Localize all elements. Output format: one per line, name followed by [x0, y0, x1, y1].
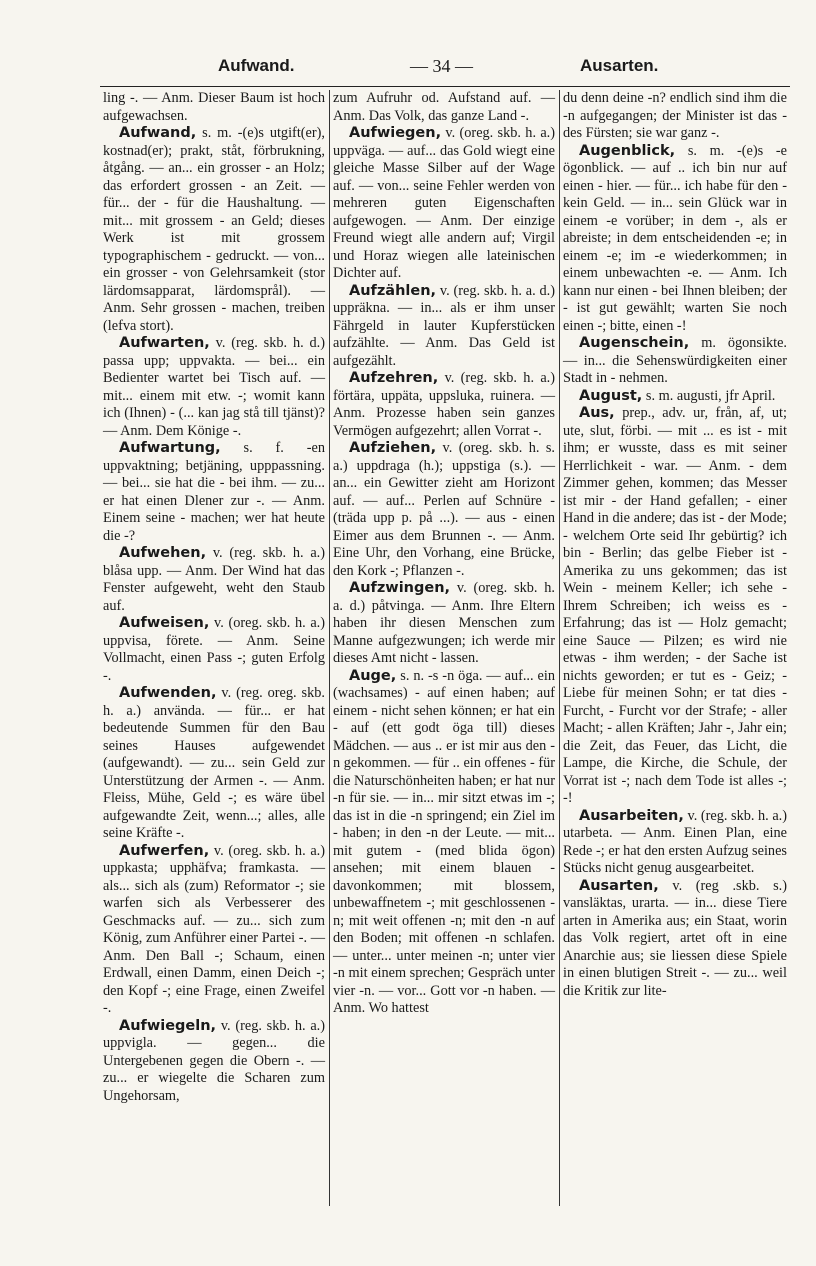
header-right-guideword: Ausarten.: [580, 56, 659, 75]
headword: Aufwiegeln,: [119, 1017, 217, 1034]
dictionary-entry: Ausarbeiten, v. (reg. skb. h. a.) utarbeta. — Anm. Einen Plan, eine Rede -; er hat den ersten Aufzug seines Stücks nicht genug ausgearbeitet.: [563, 807, 788, 876]
entry-continuation: ling -. — Anm. Dieser Baum ist hoch aufgewachsen.: [103, 90, 325, 124]
column-3: [563, 90, 787, 1206]
headword: Aufweisen,: [119, 615, 210, 631]
headword: Aufwartung,: [119, 440, 221, 456]
headword: Aufzählen,: [349, 282, 437, 299]
dictionary-entry: Ausarten, v. (reg .skb. s.) vansläktas, urarta. — in... diese Tiere arten in Amerika aus; ein Staat, worin das Volk regiert, artet oft in eine Anarchie aus; sie liessen diese Spiele in einen blutigen Streit -. — zu... weil die Kritik zur lite-: [563, 877, 787, 999]
headword: Ausarten,: [579, 877, 659, 894]
headword: Aufwenden,: [119, 685, 217, 701]
dictionary-entry: Aufwerfen, v. (oreg. skb. h. a.) uppkasta; upphäfva; framkasta. — als... sich als (zum) Reformator -; sie warfen sich als Verbesserer des Geschmacks auf. — zu... sich zum König, zum Anführer einer Partei -. — Anm. Den Ball -; Schaum, einen Erdwall, einen Damm, einen Deich -; den Kopf -; eine Frage, einen Zweifel -.: [103, 842, 325, 1016]
dictionary-entry: August, s. m. augusti, jfr April.: [579, 387, 776, 404]
dictionary-entry: Aufwiegeln, v. (reg. skb. h. a.) uppvigla. — gegen... die Untergebenen gegen die Obern -. — zu... er wiegelte die Scharen zum Ungehorsam,: [103, 1017, 325, 1104]
dictionary-entry: Aus, prep., adv. ur, från, af, ut; ute, slut, förbi. — mit ... es ist - mit ihm; er wusste, dass es mit seiner Herrlichkeit - war. — Anm. - dem Zimmer gehen, kommen; das Messer ist mir - der Hand gefallen; - einer Hand in die andere; das ist - der Mode; - welchem Orte seid Ihr gebürtig? ich bin - Berlin; das gelbe Fieber ist - Amerika zu uns gekommen; das ist Wein - meinem Keller; ich sehe - Ihrem Schreiben; ich weiss es - Erfahrung; das ist — Holz gemacht; eine Sauce — Pilzen; es wird nie etwas - ihm werden; - der Sache ist nichts geworden; er tut es - Geiz; - Liebe für meinen Sohn; er tat dies - Furcht, - Furcht vor der Strafe; - aller Macht; - allen Kräften; Jahr -, Jahr ein; die Zeit, das Feuer, das Licht, die Lampe, die Kirche, die Schule, der Vorrat ist -; nach dem Tode ist alles -; -!: [563, 405, 787, 806]
dictionary-entry: Auge, s. n. -s -n öga. — auf... ein (wachsames) - auf einen haben; auf einem - nicht sehen können; er hat ein - auf (ett godt öga till) dieses Mädchen. — aus .. er ist mir aus den -n gekommen. — für .. ein offenes - für die Naturschönheiten haben; er hat nur -n für sie. — in... mir sitzt etwas im -; das ist in die -n springend; ein Ziel im - haben; in den -n der Leute. — mit... mit gutem - (med blida ögon) ansehen; mit einem blauen - davonkommen; mit blossem, unbewaffnetem -; mit geschlossenen -n; mit weit offenen -n; mit den -n auf den Boden; mit offenen -n schlafen. — unter... unter meinen -n; unter vier -n mit einem sprechen; Gespräch unter vier -n. — vor... Gott vor -n haben. — Anm. Wo hattest: [333, 667, 556, 1016]
dictionary-entry: Aufzwingen, v. (oreg. skb. h. a. d.) påtvinga. — Anm. Ihre Eltern haben ihr diesen Menschen zum Manne aufgezwungen; ich werde mir dieses Amt nicht - lassen.: [333, 580, 555, 666]
headword: August,: [579, 387, 643, 404]
dictionary-entry: Aufwiegen, v. (oreg. skb. h. a.) uppväga. — auf... das Gold wiegt eine gleiche Masse Silber auf der Wage auf. — von... seine Fehler werden von mehreren guten Eigenschaften aufgewogen. — Anm. Der einzige Freund wiegt alle andern auf; Virgil und Horaz wiegen alle lateinischen Dichter auf.: [333, 125, 556, 281]
headword: Aufwarten,: [119, 335, 210, 351]
headword: Ausarbeiten,: [579, 807, 684, 824]
headword: Aufwerfen,: [119, 842, 210, 859]
entry-continuation: du denn deine -n? endlich sind ihm die -n aufgegangen; der Minister ist das - des Fürsten; sie war ganz -.: [563, 90, 787, 141]
column-2: [333, 90, 555, 1206]
column-divider: [559, 90, 560, 1206]
headword: Augenschein,: [579, 335, 690, 351]
headword: Aufzehren,: [349, 370, 439, 386]
entry-continuation: zum Aufruhr od. Aufstand auf. — Anm. Das Volk, das ganze Land -.: [333, 90, 555, 124]
column-divider: [329, 90, 330, 1206]
dictionary-entry: Aufwenden, v. (reg. oreg. skb. h. a.) använda. — für... er hat bedeutende Summen für den Bau seines Hauses aufgewendet (aufgewandt). — zu... sein Geld zur Unterstützung der Armen -. — Anm. Fleiss, Mühe, Geld -; es wäre übel aufgewandte Zeit, wenn...; alles, alle seine Kräfte -.: [103, 685, 325, 841]
page-number: — 34 —: [410, 56, 473, 76]
headword: Aus,: [579, 405, 615, 421]
headword: Aufwand,: [119, 125, 197, 141]
dictionary-entry: Aufwartung, s. f. -en uppvaktning; betjäning, upppassning. — bei... sie hat die - bei ihm. — zu... er hat einen Dlener zur -. — Anm. Einem seine - machen; wer hat heute die -?: [103, 440, 325, 544]
dictionary-entry: Augenschein, m. ögonsikte. — in... die Sehenswürdigkeiten einer Stadt in - nehmen.: [563, 335, 787, 386]
headword: Aufzwingen,: [349, 580, 451, 596]
header-rule: [100, 86, 790, 87]
dictionary-entry: Aufzählen, v. (reg. skb. h. a. d.) uppräkna. — in... als er ihm unser Fährgeld in lauter Kupferstücken aufzählte. — Anm. Das Geld ist aufgezählt.: [333, 282, 555, 369]
dictionary-entry: Aufziehen, v. (oreg. skb. h. s. a.) uppdraga (h.); uppstiga (s.). — an... ein Gewitter zieht am Horizont auf. — auf... Perlen auf Schnüre - (träda upp p. på ...). — aus - einen Eimer aus dem Brunnen -. — Anm. Eine Uhr, den Vorhang, eine Brücke, den Kork -; Pflanzen -.: [333, 440, 555, 579]
dictionary-entry: Aufwand, s. m. -(e)s utgift(er), kostnad(er); prakt, ståt, förbrukning, åtgång. — an... ein grosser - an Holz; das erfordert grossen - an Zeit. — für... der - für die Haushaltung. — mit... mit grossem - an Geld; dieses Werk ist mit grossem typographischem - gedruckt. — von... ein grosser - von Gelehrsamkeit (stor lärdomsapparat, lärdomsprål). — Anm. Sehr grossen - machen, treiben (lefva stort).: [103, 125, 325, 334]
header-left-guideword: Aufwand.: [218, 56, 295, 75]
dictionary-entry: Aufzehren, v. (reg. skb. h. a.) förtära, uppäta, uppsluka, ruinera. — Anm. Prozesse haben sein ganzes Vermögen aufgezehrt; allen Vorrat -.: [333, 370, 555, 439]
headword: Augenblick,: [579, 142, 676, 159]
headword: Auge,: [349, 667, 397, 684]
dictionary-entry: Augenblick, s. m. -(e)s -e ögonblick. — auf .. ich bin nur auf einen - hier. — für... ich habe für den - kein Geld. — in... sein Glück war in einem -e vorüber; in dem -, als er abreiste; in dem entscheidenden -e; in einem -e; im -e wiederkommen; in einem unbewachten -e. — Anm. Ich kann nur einen - bei Ihnen bleiben; der - ist gut gewählt; warten Sie noch einen -; bitte, einen -!: [563, 142, 788, 334]
headword: Aufwiegen,: [349, 125, 442, 141]
column-1: [103, 90, 325, 1206]
page-header: [100, 52, 790, 82]
headword: Aufziehen,: [349, 440, 437, 456]
dictionary-entry: Aufwehen, v. (reg. skb. h. a.) blåsa upp. — Anm. Der Wind hat das Fenster aufgeweht, weht den Staub auf.: [103, 545, 325, 614]
dictionary-entry: Aufweisen, v. (oreg. skb. h. a.) uppvisa, förete. — Anm. Seine Vollmacht, einen Pass -; guten Erfolg -.: [103, 615, 325, 684]
headword: Aufwehen,: [119, 545, 207, 561]
dictionary-entry: Aufwarten, v. (reg. skb. h. d.) passa upp; uppvakta. — bei... ein Bedienter wartet bei Tisch auf. — mit... einem mit etw. -; womit kann ich (Ihnen) - (... kan jag stå till tjänst)? — Anm. Dem Könige -.: [103, 335, 325, 439]
